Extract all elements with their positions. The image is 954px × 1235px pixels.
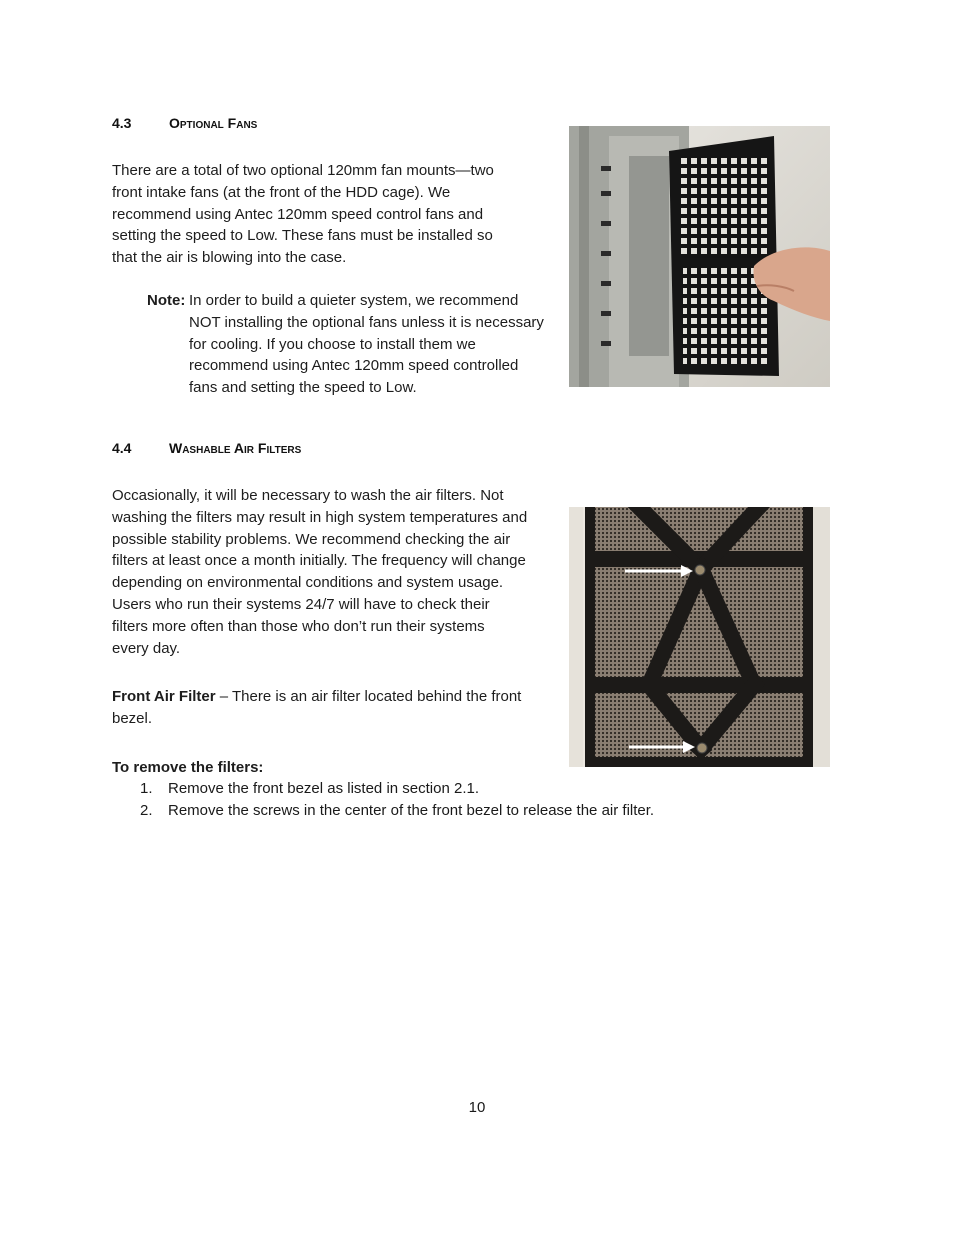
note-line: In order to build a quieter system, we recommend bbox=[189, 292, 519, 309]
front-air-filter-paragraph bbox=[112, 686, 572, 730]
note-line: NOT installing the optional fans unless it is necessary bbox=[189, 313, 544, 331]
step-number: 2. bbox=[140, 801, 153, 819]
paragraph-line: every day. bbox=[112, 639, 181, 657]
list-item bbox=[112, 800, 812, 822]
paragraph-line: setting the speed to Low. These fans must be installed so bbox=[112, 227, 493, 245]
paragraph-line: depending on environmental conditions and system usage. bbox=[112, 574, 504, 592]
paragraph-line: that the air is blowing into the case. bbox=[112, 249, 347, 267]
air-filter-photo bbox=[569, 507, 830, 767]
paragraph-line: front intake fans (at the front of the HDD cage). We bbox=[112, 183, 451, 201]
air-filter-illustration bbox=[569, 507, 830, 767]
front-filter-label: Front Air Filter bbox=[112, 688, 216, 705]
paragraph-line: Occasionally, it will be necessary to wash the air filters. Not bbox=[112, 487, 504, 504]
paragraph-line: Users who run their systems 24/7 will have to check their bbox=[112, 595, 490, 613]
step-text: Remove the screws in the center of the front bezel to release the air filter. bbox=[168, 801, 655, 819]
front-filter-line bbox=[112, 686, 572, 708]
note-line: for cooling. If you choose to install them we bbox=[189, 335, 476, 353]
section-title: Optional Fans bbox=[169, 115, 258, 131]
paragraph-line: filters more often than those who don’t run their systems bbox=[112, 617, 485, 635]
section-title: Washable Air Filters bbox=[169, 440, 302, 456]
paragraph-line: There are a total of two optional 120mm fan mounts—two bbox=[112, 162, 494, 179]
front-filter-text: – There is an air filter located behind the front bbox=[215, 688, 522, 705]
section-4-3-heading bbox=[112, 115, 412, 135]
note-line: fans and setting the speed to Low. bbox=[189, 379, 417, 397]
remove-steps-list bbox=[112, 778, 812, 821]
paragraph-line: recommend using Antec 120mm speed control fans and bbox=[112, 205, 484, 223]
note-text bbox=[189, 290, 569, 399]
section-number: 4.4 bbox=[112, 440, 132, 456]
section-number: 4.3 bbox=[112, 115, 132, 131]
paragraph-line: possible stability problems. We recommend checking the air bbox=[112, 530, 511, 548]
list-item bbox=[112, 778, 812, 800]
fan-mount-photo bbox=[569, 126, 830, 387]
step-number: 1. bbox=[140, 780, 153, 797]
fan-mount-illustration bbox=[569, 126, 830, 387]
front-filter-line: bezel. bbox=[112, 709, 153, 727]
remove-filters-heading: To remove the filters: bbox=[112, 759, 264, 776]
paragraph-line: washing the filters may result in high system temperatures and bbox=[112, 508, 528, 526]
note-label: Note: bbox=[147, 292, 186, 309]
air-filters-paragraph bbox=[112, 485, 572, 659]
step-text: Remove the front bezel as listed in section 2.1. bbox=[168, 780, 480, 797]
note-line: recommend using Antec 120mm speed controlled bbox=[189, 357, 519, 375]
paragraph-line: filters at least once a month initially. The frequency will change bbox=[112, 552, 526, 570]
optional-fans-paragraph bbox=[112, 160, 562, 269]
section-4-4-heading bbox=[112, 440, 412, 460]
page-number: 10 bbox=[468, 1099, 486, 1116]
